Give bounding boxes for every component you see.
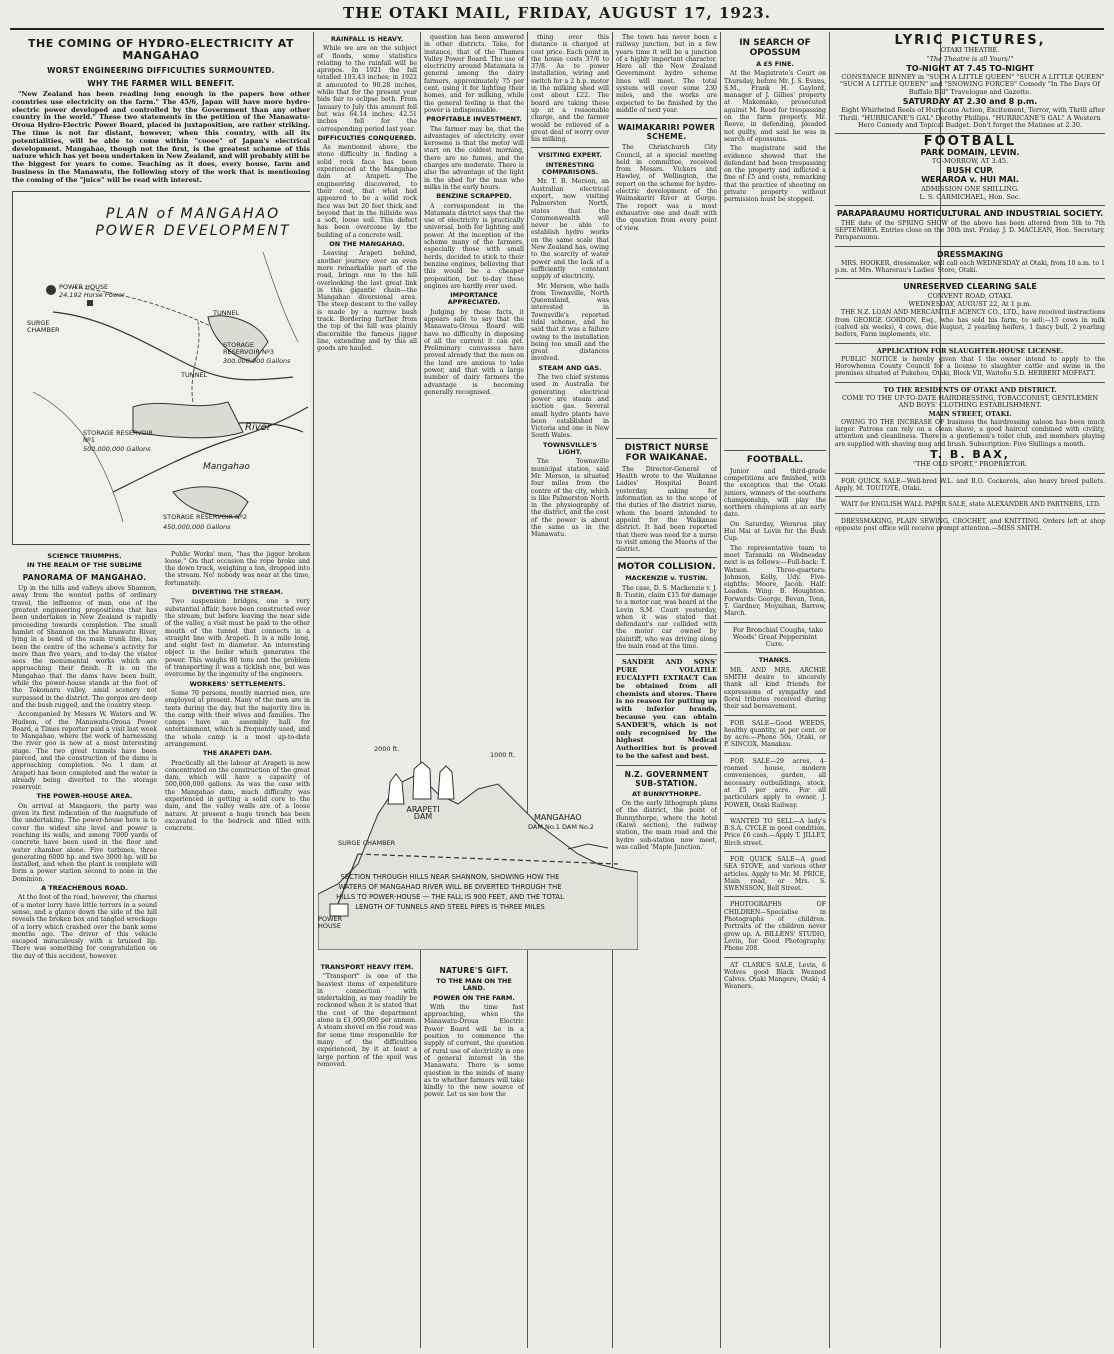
subhead: VISITING EXPERT. [538,151,602,160]
column-rule [527,32,528,1348]
separator [724,715,826,716]
theatre-slogan: "The Theatre is all Yours!" [926,54,1014,63]
subhead: BENZINE SCRAPPED. [436,192,512,201]
subhead: THE ARAPETI DAM. [202,749,273,758]
paragraph: PUBLIC NOTICE is hereby given that I the owner intend to apply to the Horowhenua County Council for a license to slaughter cattle and swine in the premises situated at Pukehou, Otaki, Block VII, Waitohu S.D. HERBERT MOFFATT. [835,355,1105,378]
football-secretary: L. S. CARMICHAEL, Hon. Sec. [919,193,1021,202]
paragraph: On Saturday, Weraroa play Hui Mai at Levin for the Bush Cup. [724,520,826,543]
paragraph: Judging by these facts, it appears safe to say that the Manawatu-Oroua Board will have no difficulty in disposing of all the current it can get. Preliminary canvasses have proved already that the men on the land are anxious to take power, and that with a large number of dairy farmers the advantage is becoming generally recognised. [424,308,524,396]
ad: For Bronchial Coughs, take Woods' Great Peppermint Cure. [732,625,824,649]
football-time: TO-MORROW, AT 3.45. [931,156,1009,165]
paragraph: Practically all the labour at Arapeti is now concentrated on the construction of the great dam, which will have a capacity of 500,000,000 gallons. As was the case with the Mangahao dam, much difficulty was experienced in getting a solid core to the dam, and the valley walls are of a loose nature. At present a huge trench has been excavated to the bedrock and filled with concrete. [165,759,310,833]
subhead: WAIMAKARIRI POWER SCHEME. [617,123,716,142]
horticultural-title: PARAPARAUMU HORTICULTURAL AND INDUSTRIAL SOCIETY. [836,209,1104,219]
separator [835,278,1105,279]
paragraph: The case, D. S. Mackenzie v. J. B. Tustin, claim £15 for damage to a motor car, was heard at the Levin S.M. Court yesterday, when it was stated that defendant's car collided with the motor car owned by plaintiff, who was driving along the main road at the time. [616,584,717,651]
separator [724,813,826,814]
label-storage-2: STORAGE RESERVOIR Nº2 [163,512,248,521]
subhead: RAINFALL IS HEAVY. [330,35,404,43]
column-2-lower [317,962,417,1346]
separator [835,343,1105,344]
classified-ad: FOR QUICK SALE—Well-bred W.L. and B.O. Cockerels, also heavy breed pullets. Apply, M. TOUTOTE, Otaki. [835,477,1105,492]
clearing-date: WEDNESDAY, AUGUST 22, At 1 p.m. [908,300,1032,309]
paragraph: Mr. Merson, who hails from Townsville, North Queensland, was interested in Townsville's reported tidal scheme, and he said that it was a failure owing to the installation being too small and the great distances involved. [531,282,609,363]
paragraph: Accompanied by Messrs W. Waters and W. Hudson, of the Manawatu-Oroua Power Board, a Times reporter paid a visit last week to Mangahao, where the work of harnessing the river goo is now at a most interesting stage. The two great tunnels have been pierced, and the construction of the dams is approaching completion. No. 1 dam at Arapeti has been completed and the water is already being diverted to the storage reservoir. [12,711,157,792]
paragraph: The Director-General of Health wrote to the Waikanae Ladies' Hospital Board yesterday, asking for information as to the scope of the duties of the district nurse, whom the board intended to appoint for the Waikanae district. It had been reported that there was need for a nurse to visit among the Maoris of the district. [616,465,717,554]
map-drawing [13,192,310,544]
hairdresser-title: COME TO THE UP-TO-DATE HAIRDRESSING, TOBACCONIST, GENTLEMEN AND BOYS' CLOTHING ESTABLISHMENT. [841,393,1099,410]
subhead: PROFITABLE INVESTMENT. [426,115,522,124]
label-1000ft: 1000 ft. [490,751,516,759]
paragraph: At the foot of the road, however, the charms of a motor lorry have little terrors in a sound sense, and a glance down the side of the hill reveals the broken box and tangled wreckage of a lorry which crashed over the bank some months ago. The driver of this vehicle escaped miraculously with a bruised lip. There was something for congratulation on the day of this accident, however. [12,894,157,960]
football-cup: BUSH CUP. [946,166,994,176]
classified-ad: WAIT for ENGLISH WALL PAPER SALE, state ALEXANDER AND PARTNERS, LTD. [841,501,1101,509]
paragraph: OWING TO THE INCREASE OF business the hairdressing saloon has been much larger. Patrons can rely on a clean shave, a good haircut combined with civility, attention and cleanliness. There is a gentlemen's toilet club, and members playing are supplied with shaving mug and brush. Subscription: Five Shillings a month. [835,418,1105,448]
article-subhead: WORST ENGINEERING DIFFICULTIES SURMOUNTED. [47,66,275,75]
separator [835,496,1105,497]
masthead-rule [10,28,1104,30]
column-rule [612,32,613,1348]
paragraph: The Christchurch City Council, at a special meeting held in committee, received from Messrs. Vickers and Hawley, of Wellington, the report on the scheme for hydro-electric development of the Waimakariri River at Gorge. The report was a most exhaustive one and dealt with the question from every point of view. [616,144,717,232]
label-dams: DAM No.1 DAM No.2 [528,823,594,831]
paragraph: Up in the hills and valleys above Shannon, away from the wonted paths of ordinary travel, the influence of man, one of the greatest engineering propositions that has been undertaken in New Zealand is rapidly proceeding towards completion. The small hamlet of Shannon on the Manawatu River, lying in a bend of the main trunk line, has been the centre of the scheme's activity for more than five years, and to-day the visitor sees the monumental works which are approaching their finish. It is on the Mangahao that the dams have been built, while the power-house stands at the foot of the Tokomaru valley, amid scenery not surpassed in the district. The gorges are deep and the bush rugged, and the country steep. [12,585,157,709]
label-arapeti-dam: ARAPETI DAM [406,805,440,821]
paragraph: As mentioned above, the stone difficulty in finding a solid rock face has been experienced at the Mangahao dam at Arapeti. The engineering discovered, to their cost, that what had appeared to be a solid rock face was but 20 feet thick and beyond that in the hillside was a soft, loose soil. This defect has been overcome by the building of a concrete wall. [317,144,417,239]
column-2 [317,34,417,739]
separator [616,765,717,766]
separator [835,513,1105,514]
label-surge-chamber: SURGE CHAMBER [338,839,396,847]
label-river: River [245,421,271,433]
column-rule [829,32,830,1348]
subhead: DIFFICULTIES CONQUERED. [317,133,417,142]
subhead: MACKENZIE v. TUSTIN. [625,574,708,583]
paragraph: Mr. T. B. Merson, an Australian electrical expert, now visiting Palmerston North, states that the Commonwealth will never be able to establish hydro works on the same scale that New Zealand has, owing to the scarcity of water power and the lack of a sufficiently constant supply of electricity. [531,178,609,281]
separator [724,450,826,451]
paragraph: Some 70 persons, mostly married men, are employed at present. Many of the men are in tents during the day, but the majority live in the camp with their wives and families. The camps have an assembly hall for entertainment, which is frequently used, and the whole camp is a most up-to-date arrangement. [165,689,310,748]
article-subhead: WHY THE FARMER WILL BENEFIT. [87,79,235,88]
column-4 [531,34,609,739]
paragraph: Two suspension bridges, one a very substantial affair, have been constructed over the stream, but before leaving the near side of the valley, a visit must be paid to the other mouth of the tunnel that connects in a straight line with Arapeti. It is a mile long, and eight feet in diameter. An interesting object is the boiler which generates the power. This weighs 80 tons and the problem of transporting it was a ticklish one, but was overcome by the ingenuity of the engineers. [165,598,310,679]
subhead: ON THE MANGAHAO. [329,240,405,249]
paragraph: THE date of the SPRING SHOW of the above has been altered from 5th to 7th SEPTEMBER. Entries close on the 30th inst. Friday. J. D. MACLEAN, Hon. Secretary, Paraparaumu. [835,219,1105,242]
article-headline: THE COMING OF HYDRO-ELECTRICITY AT MANGAHAO [28,37,294,62]
paragraph: The two chief systems used in Australia for generating electrical power are steam and suction gas. Several small hydro plants have been established in Victoria and one in New South Wales. [531,374,609,440]
paragraph: MR. AND MRS. ARCHIE SMITH desire to sincerely thank all kind friends for expressions of sympathy and floral tributes received during their sad bereavement. [724,666,826,711]
separator [724,851,826,852]
dressmaking-title: DRESSMAKING [936,249,1004,259]
subhead: FOOTBALL. [746,454,804,465]
subhead: TO THE MAN ON THE LAND. [436,977,512,993]
paragraph: The farmer may be, that the advantages of electricity over kerosene is that the motor will start on the coldest morning, there are no fumes, and the charges are moderate. There is also the advantage of the light in the shed for the man who milks in the early hours. [424,125,524,191]
subhead: THE POWER-HOUSE AREA. [36,792,133,801]
label-mangahao: MANGAHAO [534,813,582,822]
football-title: FOOTBALL [923,134,1017,150]
subhead: POWER ON THE FARM. [433,993,515,1002]
column-5 [616,34,717,1346]
spacer [616,234,717,434]
label-power-house: POWER HOUSE [59,282,109,291]
paragraph: While we are on the subject of floods, some statistics relating to the rainfall will be apropos. In 1921 the fall totalled 103.43 inches; in 1922 it amounted to 90.28 inches, while that for the present year bids fair to eclipse both. From January to July this amount fell but was 64.14 inches; 42.51 inches fell for the corresponding period last year. [317,45,417,133]
subhead: STEAM AND GAS. [538,363,602,372]
subhead: N.Z. GOVERNMENT SUB-STATION. [624,769,709,788]
subhead: WORKERS' SETTLEMENTS. [189,679,286,688]
tonight-cast: CONSTANCE BINNEY in "SUCH A LITTLE QUEEN" "SUCH A LITTLE QUEEN" "SUCH A LITTLE QUEEN" and "SNOWING FORCES" Comedy "In The Days Of Buffalo Bill" Travelogue and Gazette. [839,73,1105,96]
label-surge-chamber: SURGE CHAMBER [27,318,60,334]
paragraph: A correspondent in the Matamata district says that the use of electricity is practically universal, both for lighting and power. At the inception of the scheme many of the farmers, especially those with small herds, decided to stick to their benzine engines, believing that this would be a cheaper proposition, but to-day these engines are hardly ever used. [424,202,524,290]
separator [724,753,826,754]
label-storage-1-cap: 500,000,000 Gallons [83,444,151,453]
paragraph: The town has never been a railway junction, but in a few years time it will be a junction of a highly important character. Here all the New Zealand Government hydro scheme lines will meet. The total system will cover some 230 miles, and the works are expected to be finished by the middle of next year. [616,34,717,114]
bax-title: "THE OLD SPORT," PROPRIETOR. [913,460,1027,469]
label-storage-2-cap: 450,000,000 Gallons [163,522,231,531]
paragraph: With the time fast approaching, when the Manawatu-Oroua Electric Power Board will be in a position to commence the supply of current, the question of rural use of electricity is one of general interest in the Manawatu. There is some question in the minds of many as to whether farmers will take kindly to the new source of power. Let us see how the [424,1003,524,1099]
theatre-name: OTAKI THEATRE. [940,46,1000,55]
paragraph: The magistrate said the evidence showed that the defendant had been trespassing on the property and inflicted a fine of £5 and costs, remarking that the practice of shooting on private property without permission must be stopped. [724,145,826,204]
column-3 [424,34,524,739]
column-7-ads [835,34,1105,1346]
lyric-pictures-title: LYRIC PICTURES, [894,34,1046,48]
subhead: A TREACHEROUS ROAD. [41,884,128,893]
subhead: IMPORTANCE APPRECIATED. [447,291,501,307]
subhead: SCIENCE TRIUMPHS. [47,551,122,560]
paragraph: MRS. HOOKER, dressmaker, will call each WEDNESDAY at Otaki, from 10 a.m. to 1 p.m. at Mrs. Wharerau's Ladies' Store, Otaki. [835,259,1105,275]
label-tunnel: TUNNEL [213,308,240,317]
football-venue: PARK DOMAIN, LEVIN. [920,147,1020,157]
column-rule [313,32,314,1348]
slaughter-title: APPLICATION FOR SLAUGHTER-HOUSE LICENSE. [876,346,1064,355]
separator [616,654,717,655]
column-rule [720,32,721,1348]
football-admission: ADMISSION ONE SHILLING. [920,184,1019,193]
subhead: IN SEARCH OF OPOSSUM [739,38,811,58]
classified-ad: FOR SALE—29 acres, 4-roomed house, modern conveniences, garden, all necessary outbuildings, stock, at £5 per acre. For all particulars apply to owner, J. POWER, Otaki Railway. [724,757,826,809]
separator [835,205,1105,206]
paragraph: Public Works' men, "has the jigger broken loose." On that occasion the rope broke and the down truck, weighing a ton, dropped into the stream. No! nobody was near at the time, fortunately. [165,550,310,587]
subhead: A £5 FINE. [756,60,794,68]
subhead: TRANSPORT HEAVY ITEM. [320,963,414,971]
column-rule [420,32,421,1348]
classified-ad: FOR SALE—Good WEEDS, healthy quantity, at per cent. or by acre.—Phone 50s, Otaki, or P. SINCOX, Manakau. [724,719,826,749]
map-title: PLAN of MANGAHAO POWER DEVELOPMENT [95,205,291,239]
bax-name: T. B. BAX, [930,448,1010,462]
subhead: PANORAMA OF MANGAHAO. [22,573,147,583]
classified-ad: WANTED TO SELL—A lady's B.S.A. CYCLE in good condition. Price £6 cash.—Apply T. JILLET, Birch street. [724,817,826,847]
spacer [724,206,826,446]
saturday-banner: SATURDAY AT 2.30 and 8 p.m. [902,97,1038,107]
paragraph: question has been answered in other districts. Take, for instance, that of the Thames Valley Power Board. The use of electricity around Matamata is general among the dairy farmers, approximately 75 per cent. using it for lighting their homes, and for milking, while the general feeling is that the power is indispensable. [424,34,524,114]
sanders-ad: SANDER AND SONS' PURE VOLATILE EUCALYPTI EXTRACT Can be obtained from all chemists and stores. There is no reason for putting up with inferior brands, because you can obtain SANDER'S, which is not only recognised by the highest Medical Authorities but is proved to be the safest and best. [616,658,717,760]
subhead: DIVERTING THE STREAM. [192,588,283,597]
masthead: THE OTAKI MAIL, FRIDAY, AUGUST 17, 1923. [343,4,771,22]
article-lead: "New Zealand has been reading long enough in the papers how other countries use electricity on the farm." The 45/6, Japan will have more hydro-electric power developed and controlled by the Government than any other country in the world." These two statements in the petition of the Manawatu-Oroua Hydro-Electric Power Board, placed in juxtaposition, are rather striking. The time is not far distant, however, when this country, with all its potentialities, will be able to come within "cooee" of Japan's electrical development. Mangahao, though not the first, is the greatest scheme of this nature which has yet been undertaken in New Zealand, and will probably still be the biggest for years to come. Teaching as it does, every house, farm and business in the Manawatu, the following story of the work that is mentioning the coming of the "juice" will be read with interest. [12,90,310,184]
hydro-article [12,34,310,1346]
subhead: MOTOR COLLISION. [617,562,716,573]
classified-ad: DRESSMAKING, PLAIN SEWING, CROCHET, and KNITTING. Orders left at shop opposite post office will receive prompt attention.—MISS SMITH. [835,517,1105,532]
classified-ad: PHOTOGRAPHS OF CHILDREN—Specialise in Photographs of children. Portraits of the children never grow up. A. BILLENS' STUDIO, Levin, for Good Photography. Phone 208. [724,901,826,953]
separator [724,652,826,653]
subhead: TOWNSVILLE'S LIGHT. [542,440,598,457]
subhead: NATURE'S GIFT. [439,966,509,975]
subhead: IN THE REALM OF THE SUBLIME [26,560,143,569]
separator [835,473,1105,474]
column-6 [724,34,826,1346]
saturday-details: Eight Whirlwind Reels of Hurricane Action, Excitement, Terror, with Thrill after Thrill. "HURRICANE'S GAL" Dorothy Phillips. "HURRICANE'S GAL" A Western Hero Comedy and Topical Budget. Don't forget the Matinee at 2.30. [839,106,1105,129]
clearing-sale-title: UNRESERVED CLEARING SALE [903,282,1037,292]
paragraph: THE N.Z. LOAN AND MERCANTILE AGENCY CO., LTD., have received instructions from GEORGE GORDON, Esq., who has sold his farm, to sell:—15 cows in milk (calved six weeks), 4 cows, due August, 2 yearling heifers, 1 fancy bull, 2 yearling heifers, Farm implements, etc. [835,309,1105,339]
column-3-lower [424,962,524,1346]
label-storage-3: STORAGE RESERVOIR Nº3 [223,340,275,356]
subhead: INTERESTING COMPARISONS. [541,160,599,177]
mangahao-map [12,191,310,545]
separator [616,438,717,439]
paragraph: On the early lithograph plans of the district, the point of Bunnythorpe, where the hotel (Kaiwi section), the railway station, the main road and the hydro sub-station now meet, was called 'Maple Junction.' [616,800,717,851]
separator [835,382,1105,383]
classified-ad: FOR QUICK SALE—A good SEA STOVE, and various other articles. Apply to Mr. M. PRICE, Main road, or Mrs. S. SWENSSON, Bell Street. [724,856,826,893]
separator [835,246,1105,247]
residents-title: TO THE RESIDENTS OF OTAKI AND DISTRICT. [883,385,1057,394]
label-tunnel-2: TUNNEL [181,370,208,379]
clearing-location: CONVENT ROAD, OTAKI. [927,291,1013,300]
separator [616,557,717,558]
section-caption: SECTION THROUGH HILLS NEAR SHANNON, SHOWING HOW THE WATERS OF MANGAHAO RIVER WILL BE DIVERTED THROUGH THE HILLS TO POWER-HOUSE — THE FALL IS 900 FEET, AND THE TOTAL LENGTH OF TUNNELS AND STEEL PIPES IS THREE MILES [336,873,564,911]
section-drawing [318,744,638,950]
paragraph: The Townsville municipal station, said Mr. Merson, is situated four miles from the centre of the city, which is like Palmerston North in the physiography of the district, and the cost of the power is about the same as in the Manawatu. [531,458,609,539]
tonight-banner: TO-NIGHT AT 7.45 TO-NIGHT [906,63,1034,73]
paragraph: The representative team to meet Taranaki on Wednesday next is as follows:—Full-back: T. Watson. Three-quarters: Johnson, Kelly, Udy. Five-eighths: Moore, Jacob. Half: Leaden. Wing: B. Houghton. Forwards: George, Bevan, Tonn, T. Gardner, Moynihan, Barrow, March. [724,544,826,618]
paragraph: "Transport" is one of the heaviest items of expenditure in connection with undertaking, as may readily be reckoned when it is stated that the cost of the department alone is £1,000,000 per annum. A steam shovel on the road was for some time responsible for many of the difficulties experienced, by it at least a large portion of the spoil was removed. [317,973,417,1068]
label-power-house-cap: 24,192 Horse Power [59,290,125,299]
subhead: DISTRICT NURSE FOR WAIKANAE. [624,442,709,463]
label-power-house: POWER HOUSE [318,915,343,930]
separator [724,622,826,623]
paragraph: thing over this distance is charged at cost price. Each point in the house costs 37/6 to 37/8. As to power installation, wiring and switch for a 2 h.p. motor in the milking shed will cost about £22. The board are taking these up at a reasonable charge, and the farmer would be relieved of a great deal of worry over his milking. [531,34,609,144]
separator [531,147,609,148]
separator [724,957,826,958]
label-storage-1: STORAGE RESERVOIR Nº1 [83,428,153,444]
football-match: WERAROA v. HUI MAI. [921,175,1019,185]
paragraph: On arrival at Mangaore, the party was given its first indication of the magnitude of the undertaking. The power-house here is to cover the widest site level and power is reaching its walls, and among 7000 yards of concrete have been used in the floor and water chamber alone. Five turbines, three generating 6000 hp. and two 3000 hp. will be installed, and when the plant is complete will form a power station second to none in the Dominion. [12,802,157,883]
separator [616,118,717,119]
separator [724,896,826,897]
label-2000ft: 2000 ft. [374,745,400,753]
subhead: THANKS. [758,656,792,665]
subhead: AT BUNNYTHORPE. [631,789,702,798]
paragraph: Junior and third-grade competitions are finished, with the exception that the Otaki juniors, winners of the southern championship, will play the northern champions at an early date. [724,467,826,519]
hairdresser-address: MAIN STREET, OTAKI. [928,409,1012,418]
paragraph: Leaving Arapeti behind, another journey over an even more remarkable part of the road, brings one to the hill overlooking the last great link in this gigantic chain—the Mangahao diversional area. The steep descent to the valley is made by a narrow bush track. Bordering further from the top of the hill was plainly discernible the famous jigger line, extending and by this all goods are hauled. [317,250,417,353]
section-drawing-svg [318,744,638,950]
paragraph: At the Magistrate's Court on Thursday, before Mr. J. S. Evans, S.M., Frank H. Gaylord, manager of J. Gillies' property at Makomako, prosecuted against M. Reed for trespassing on the farm property. Mr. Reeve, in defending, pleaded not guilty, and said he was in search of opossums. [724,70,826,143]
classified-ad: AT CLARK'S SALE, Levin, 6 Wolves good Black Weaned Calves. Otaki Mangere, Otaki; 4 Weaners. [724,961,826,991]
label-mangahao: Mangahao [203,461,250,472]
label-storage-3-cap: 300,000,000 Gallons [223,356,291,365]
